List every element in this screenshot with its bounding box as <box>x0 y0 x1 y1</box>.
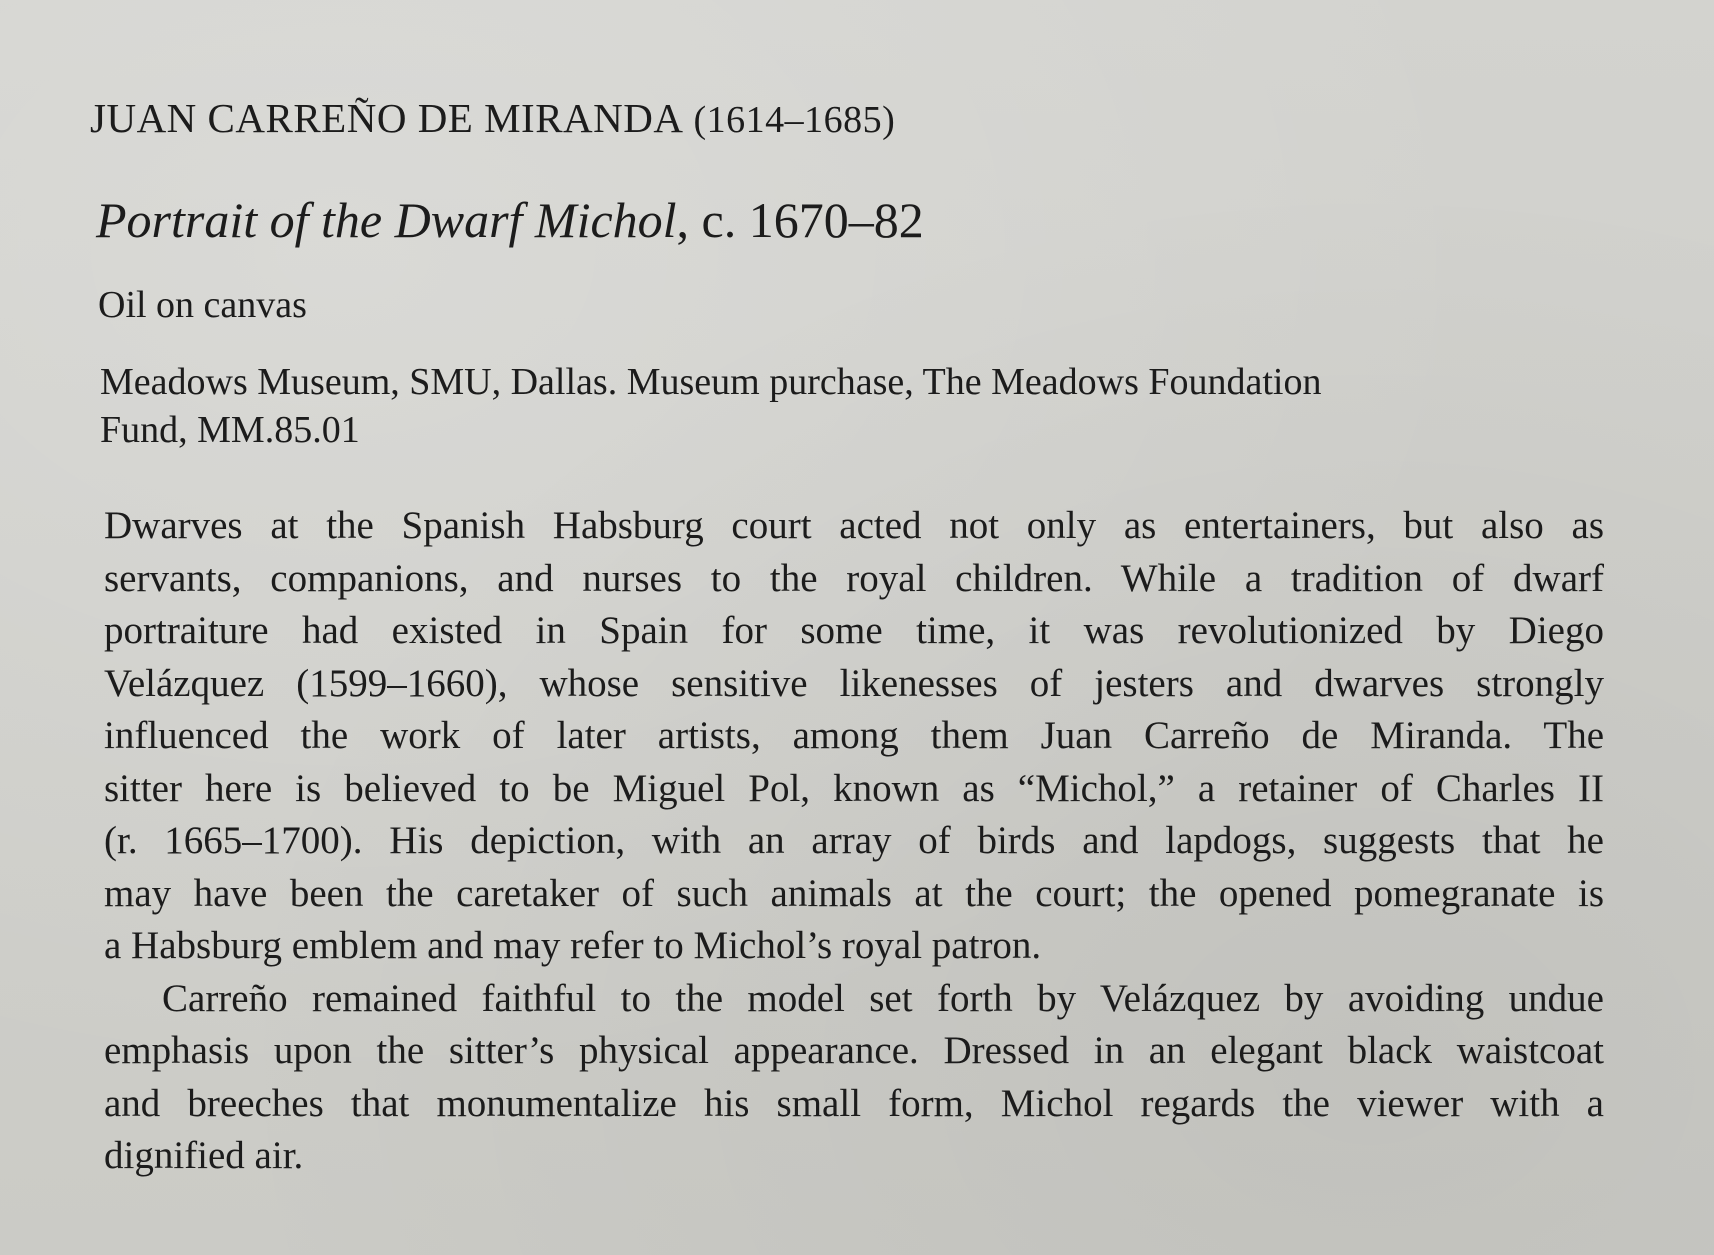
credit-line-1: Meadows Museum, SMU, Dallas. Museum purchase, The Meadows Foundation <box>100 361 1322 403</box>
description-line: (r. 1665–1700). His depiction, with an array of birds and lapdogs, suggests that he <box>104 819 1604 862</box>
description-text <box>104 500 1604 1183</box>
artwork-medium: Oil on canvas <box>98 284 307 326</box>
description-line: servants, companions, and nurses to the royal children. While a tradition of dwarf <box>104 556 1604 600</box>
description-line: a Habsburg emblem and may refer to Michol’s royal patron. <box>104 924 1042 967</box>
artwork-title <box>96 188 924 252</box>
artist-dates: (1614–1685) <box>693 99 896 141</box>
artwork-date: , c. 1670–82 <box>676 192 924 248</box>
artist-name: JUAN CARREÑO DE MIRANDA <box>90 95 684 141</box>
artwork-title-text: Portrait of the Dwarf Michol <box>96 192 677 248</box>
description-line: may have been the caretaker of such animals at the court; the opened pomegranate is <box>104 871 1604 915</box>
description-line: Dwarves at the Spanish Habsburg court acted not only as entertainers, but also as <box>104 504 1604 547</box>
credit-line <box>100 358 1550 454</box>
description-line: dignified air. <box>104 1134 304 1177</box>
description-line: influenced the work of later artists, among them Juan Carreño de Miranda. The <box>104 714 1604 757</box>
description-line: portraiture had existed in Spain for some time, it was revolutionized by Diego <box>104 609 1604 652</box>
credit-line-2: Fund, MM.85.01 <box>100 409 360 451</box>
description-line: sitter here is believed to be Miguel Pol, known as “Michol,” a retainer of Charles II <box>104 766 1604 810</box>
description-line: and breeches that monumentalize his small form, Michol regards the viewer with a <box>104 1081 1604 1125</box>
description-line: emphasis upon the sitter’s physical appearance. Dressed in an elegant black waistcoat <box>104 1029 1604 1072</box>
museum-label <box>90 88 1610 1208</box>
description-line: Carreño remained faithful to the model set forth by Velázquez by avoiding undue <box>162 976 1604 1020</box>
description-line: Velázquez (1599–1660), whose sensitive likenesses of jesters and dwarves strongly <box>104 661 1604 705</box>
artist-heading <box>90 88 895 150</box>
